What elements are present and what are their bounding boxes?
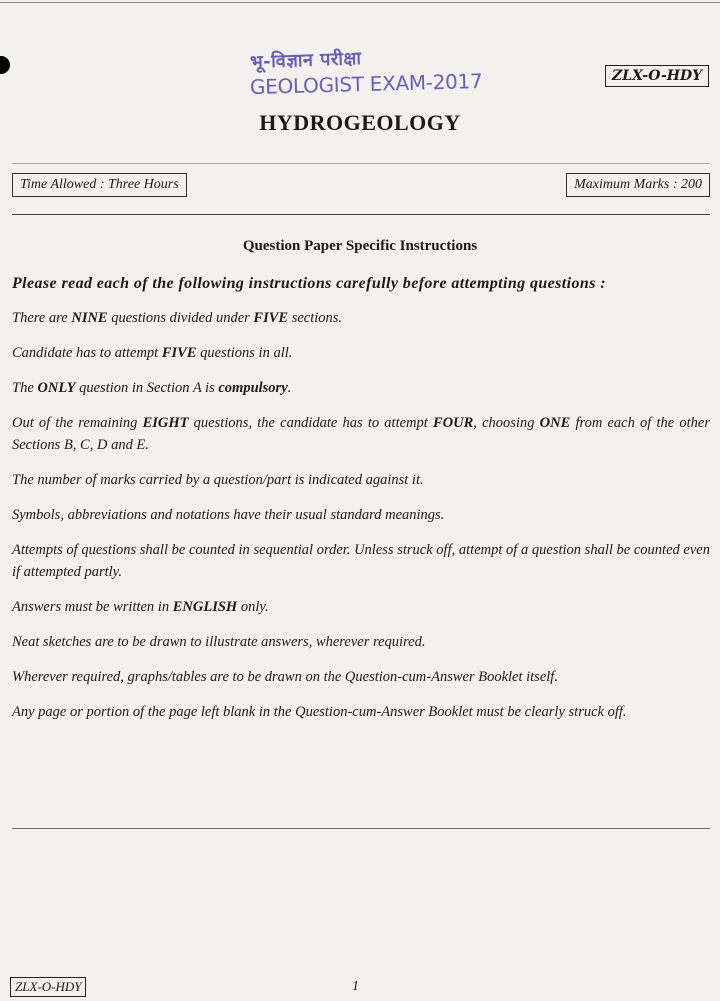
instruction-emphasis: ONE (539, 415, 571, 431)
instruction-emphasis: EIGHT (142, 415, 189, 431)
instruction-text: Neat sketches are to be drawn to illustrate answers, wherever required. (12, 634, 426, 650)
stamp-english-text: GEOLOGIST EXAM-2017 (249, 68, 483, 99)
instruction-emphasis: NINE (71, 310, 108, 326)
instruction-item (12, 412, 710, 456)
instruction-item (12, 539, 710, 583)
instruction-text: . (287, 380, 292, 396)
time-allowed-box: Time Allowed : Three Hours (12, 173, 187, 197)
punch-hole (0, 56, 10, 74)
instruction-text: , choosing (473, 415, 540, 431)
instruction-text: The number of marks carried by a question/part is indicated against it. (12, 472, 424, 488)
instruction-emphasis: ENGLISH (172, 599, 238, 615)
instruction-item (12, 701, 710, 723)
instruction-text: Symbols, abbreviations and notations have their usual standard meanings. (12, 507, 445, 523)
instruction-text: question in Section A is (75, 380, 219, 396)
instruction-text: Out of the remaining (12, 415, 143, 431)
instructions-body (12, 273, 710, 736)
instruction-item (12, 377, 710, 399)
paper-code-box: ZLX-O-HDY (605, 65, 709, 87)
instruction-emphasis: FOUR (432, 415, 474, 431)
page-number: 1 (352, 979, 359, 994)
instruction-text: Candidate has to attempt (12, 345, 162, 361)
instruction-text: Attempts of questions shall be counted in sequential order. Unless struck off, attempt of a question shall be counted even if attempted partly. (12, 542, 710, 580)
meta-divider-bottom (12, 214, 710, 215)
instruction-emphasis: FIVE (161, 345, 197, 361)
instruction-text: The (12, 380, 38, 396)
instructions-heading: Question Paper Specific Instructions (242, 238, 478, 254)
instruction-text: Wherever required, graphs/tables are to be drawn on the Question-cum-Answer Booklet itself. (12, 669, 558, 685)
instruction-emphasis: ONLY (37, 380, 76, 396)
meta-divider-top (12, 163, 710, 164)
instruction-text: Answers must be written in (12, 599, 173, 615)
footer-paper-code: ZLX-O-HDY (10, 977, 86, 997)
exam-stamp (250, 50, 482, 99)
instructions-lead: Please read each of the following instructions carefully before attempting questions : (12, 275, 606, 292)
instruction-item (12, 631, 710, 653)
instruction-text: from each of the other Sections B, C, D and E. (12, 415, 711, 453)
maximum-marks-box: Maximum Marks : 200 (566, 173, 710, 197)
end-divider (12, 828, 710, 829)
instructions-list (12, 307, 710, 723)
subject-title: HYDROGEOLOGY (259, 110, 461, 135)
instruction-item (12, 666, 710, 688)
top-divider (0, 2, 720, 3)
stamp-hindi-text: भू-विज्ञान परीक्षा (249, 48, 362, 73)
instruction-text: questions in all. (196, 345, 293, 361)
instruction-text: questions, the candidate has to attempt (188, 415, 433, 431)
instruction-text: Any page or portion of the page left blank in the Question-cum-Answer Booklet must be clearly struck off. (12, 704, 627, 720)
instruction-item (12, 504, 710, 526)
instruction-text: There are (12, 310, 72, 326)
instruction-emphasis: compulsory (218, 380, 288, 396)
instruction-item (12, 596, 710, 618)
instruction-text: sections. (288, 310, 343, 326)
instruction-item (12, 342, 710, 364)
instruction-item (12, 469, 710, 491)
instruction-item (12, 307, 710, 329)
instruction-emphasis: FIVE (253, 310, 289, 326)
instruction-text: only. (237, 599, 269, 615)
instruction-text: questions divided under (107, 310, 254, 326)
